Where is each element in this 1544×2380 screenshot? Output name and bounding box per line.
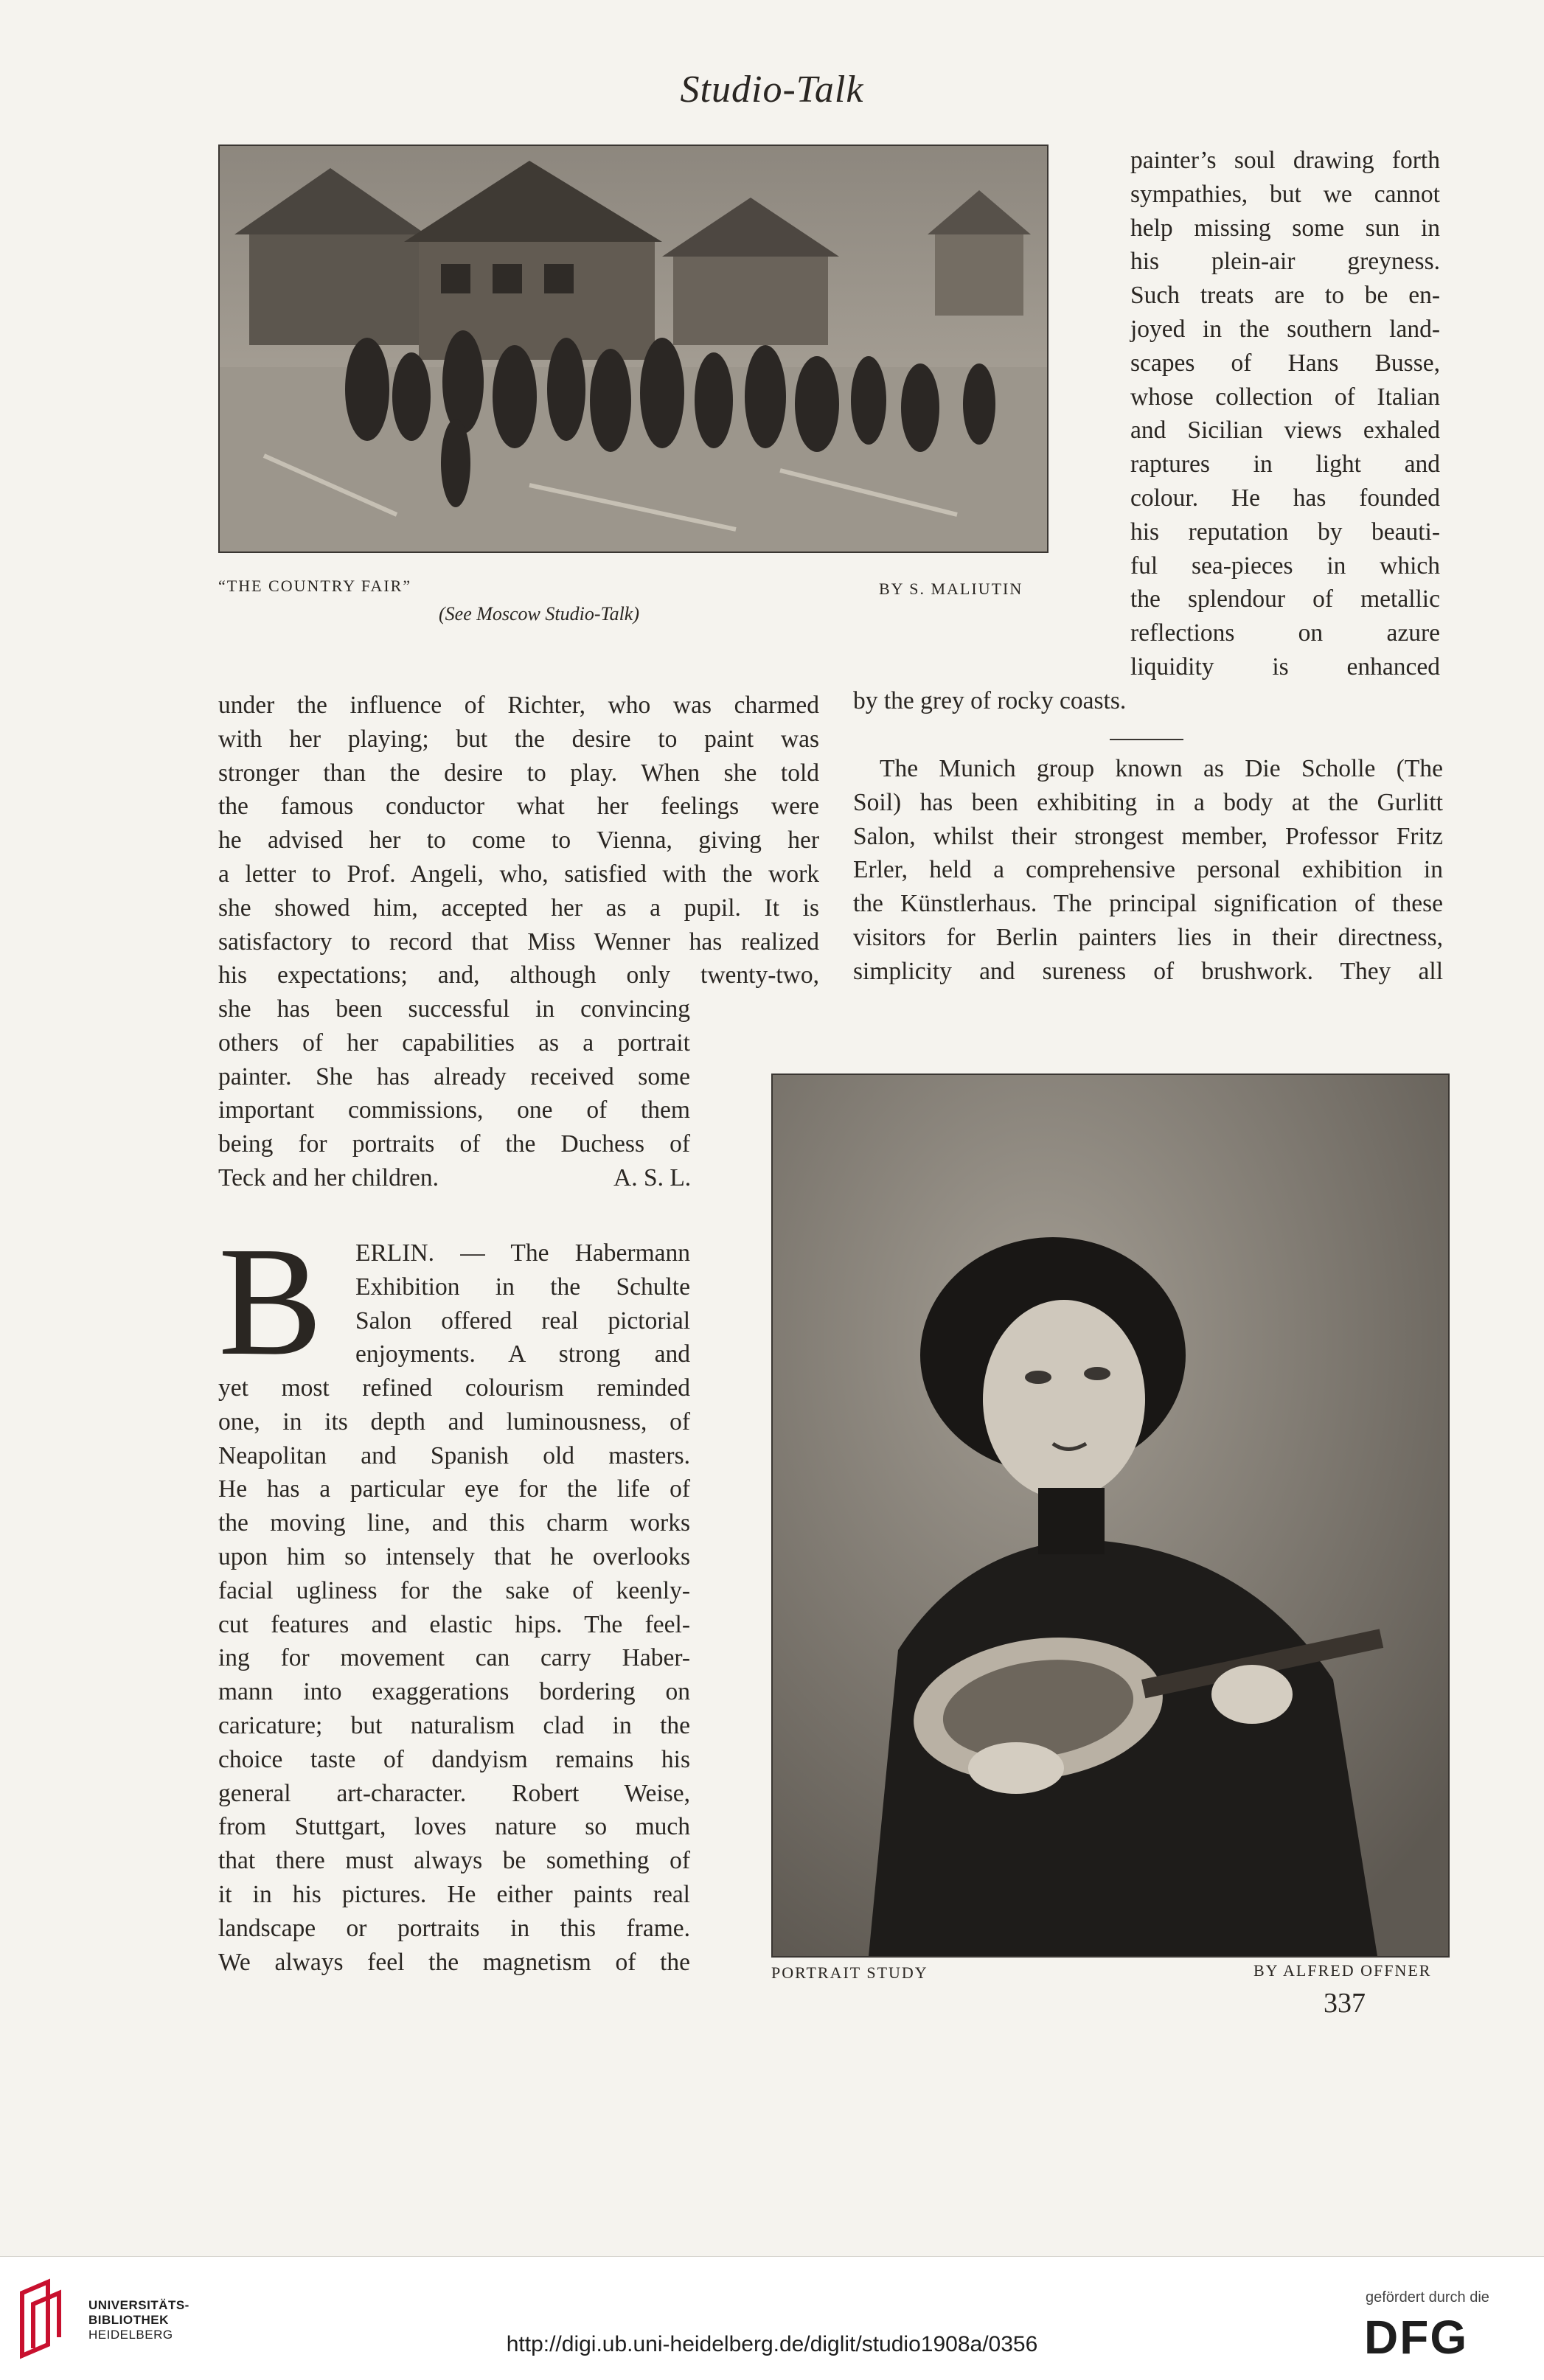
text-line: cut features and elastic hips. The feel-: [218, 1610, 690, 1638]
text-line: the splendour of metallic: [1130, 585, 1440, 613]
text-line: with her playing; but the desire to paint was: [218, 725, 819, 753]
text-line: important commissions, one of them: [218, 1096, 690, 1124]
figure-caption-note: (See Moscow Studio-Talk): [439, 603, 639, 624]
text-line: he advised her to come to Vienna, giving her: [218, 827, 819, 855]
text-line: whose collection of Italian: [1130, 383, 1440, 411]
text-line: it in his pictures. He either paints real: [218, 1880, 690, 1908]
text-line: Such treats are to be en-: [1130, 282, 1440, 310]
text-line: she has been successful in convincing: [218, 995, 690, 1023]
country-fair-image: [220, 146, 1047, 551]
text-line: Erler, held a comprehensive personal exhibition in: [853, 856, 1443, 884]
text-line: The Munich group known as Die Scholle (The: [880, 755, 1443, 782]
text-line: simplicity and sureness of brushwork. They all: [853, 957, 1443, 985]
text-line: Neapolitan and Spanish old masters.: [218, 1441, 690, 1469]
text-line: choice taste of dandyism remains his: [218, 1745, 690, 1773]
text-line: caricature; but naturalism clad in the: [218, 1711, 690, 1739]
figure-caption-title: “THE COUNTRY FAIR”: [218, 577, 412, 595]
text-line: a letter to Prof. Angeli, who, satisfied with the work: [218, 860, 819, 888]
country-fair-illustration: [218, 145, 1049, 553]
text-line: she showed him, accepted her as a pupil. It is: [218, 894, 819, 922]
footer-url-link[interactable]: http://digi.ub.uni-heidelberg.de/diglit/studio1908a/0356: [506, 2332, 1038, 2356]
section-divider: [1110, 739, 1183, 740]
text-line: scapes of Hans Busse,: [1130, 349, 1440, 377]
figure-caption-title: PORTRAIT STUDY: [771, 1963, 928, 1982]
text-line: upon him so intensely that he overlooks: [218, 1542, 690, 1570]
figure-caption-artist: BY ALFRED OFFNER: [1253, 1961, 1432, 1980]
text-line: Salon offered real pictorial: [355, 1306, 690, 1335]
text-line: general art-character. Robert Weise,: [218, 1779, 690, 1807]
text-line: being for portraits of the Duchess of: [218, 1130, 690, 1158]
text-line: stronger than the desire to play. When she told: [218, 759, 819, 787]
text-line: satisfactory to record that Miss Wenner has realized: [218, 928, 819, 956]
text-line: the moving line, and this charm works: [218, 1509, 690, 1537]
text-line: visitors for Berlin painters lies in their directness,: [853, 923, 1443, 951]
text-line: Teck and her children.: [218, 1163, 439, 1191]
text-line: the famous conductor what her feelings were: [218, 793, 819, 821]
text-line: yet most refined colourism reminded: [218, 1374, 690, 1402]
text-line: reflections on azure: [1130, 619, 1440, 647]
text-line: help missing some sun in: [1130, 214, 1440, 242]
funding-note: gefördert durch die: [1366, 2289, 1489, 2306]
text-line: liquidity is enhanced: [1130, 653, 1440, 681]
text-line: sympathies, but we cannot: [1130, 180, 1440, 208]
text-line: enjoyments. A strong and: [355, 1340, 690, 1368]
text-line: mann into exaggerations bordering on: [218, 1678, 690, 1706]
berlin-body: [218, 1371, 690, 1979]
text-line: from Stuttgart, loves nature so much: [218, 1813, 690, 1841]
footer-bar: [0, 2256, 1544, 2380]
text-line: ful sea-pieces in which: [1130, 551, 1440, 580]
text-line: Soil) has been exhibiting in a body at the Gurlitt: [853, 788, 1443, 816]
text-line: and Sicilian views exhaled: [1130, 417, 1440, 445]
text-line: Exhibition in the Schulte: [355, 1273, 690, 1301]
text-line: colour. He has founded: [1130, 484, 1440, 512]
berlin-first-lines: [355, 1236, 690, 1371]
right-column-top: [1130, 144, 1440, 684]
text-line: facial ugliness for the sake of keenly-: [218, 1576, 690, 1604]
figure-caption-artist: BY S. MALIUTIN: [879, 580, 1023, 598]
text-line: one, in its depth and luminousness, of: [218, 1408, 690, 1436]
right-column-top-last-line: [853, 684, 1310, 718]
dfg-logo: DFG: [1364, 2311, 1469, 2364]
text-line: Salon, whilst their strongest member, Professor Fritz: [853, 822, 1443, 850]
text-line: joyed in the southern land-: [1130, 315, 1440, 343]
right-column-scholle: [853, 752, 1443, 989]
library-name-line: HEIDELBERG: [88, 2328, 173, 2342]
text-line: painter’s soul drawing forth: [1130, 147, 1440, 174]
portrait-study-illustration: [771, 1074, 1450, 1958]
running-head: Studio-Talk: [680, 69, 864, 111]
text-line: his plein-air greyness.: [1130, 248, 1440, 276]
text-line: We always feel the magnetism of the: [218, 1948, 690, 1976]
library-name-line: BIBLIOTHEK: [88, 2313, 169, 2327]
text-line: under the influence of Richter, who was charmed: [218, 692, 819, 719]
portrait-study-image: [773, 1075, 1448, 1956]
text-line: others of her capabilities as a portrait: [218, 1029, 690, 1057]
text-line: ing for movement can carry Haber-: [218, 1644, 690, 1672]
text-line: that there must always be something of: [218, 1847, 690, 1875]
text-line: his expectations; and, although only twenty-two,: [218, 961, 819, 989]
text-line: He has a particular eye for the life of: [218, 1475, 690, 1503]
text-line: the Künstlerhaus. The principal signification of these: [853, 890, 1443, 918]
page-number: 337: [1324, 1988, 1366, 2019]
text-line: by the grey of rocky coasts.: [853, 687, 1127, 714]
signature: A. S. L.: [613, 1164, 692, 1191]
drop-cap: B: [218, 1214, 323, 1388]
text-line: painter. She has already received some: [218, 1062, 690, 1090]
text-line: ERLIN. — The Habermann: [355, 1239, 690, 1267]
text-line: landscape or portraits in this frame.: [218, 1914, 690, 1942]
text-line: his reputation by beauti-: [1130, 518, 1440, 546]
left-column-wide: [218, 689, 819, 992]
text-line: raptures in light and: [1130, 450, 1440, 479]
library-name-line: UNIVERSITÄTS-: [88, 2298, 189, 2312]
